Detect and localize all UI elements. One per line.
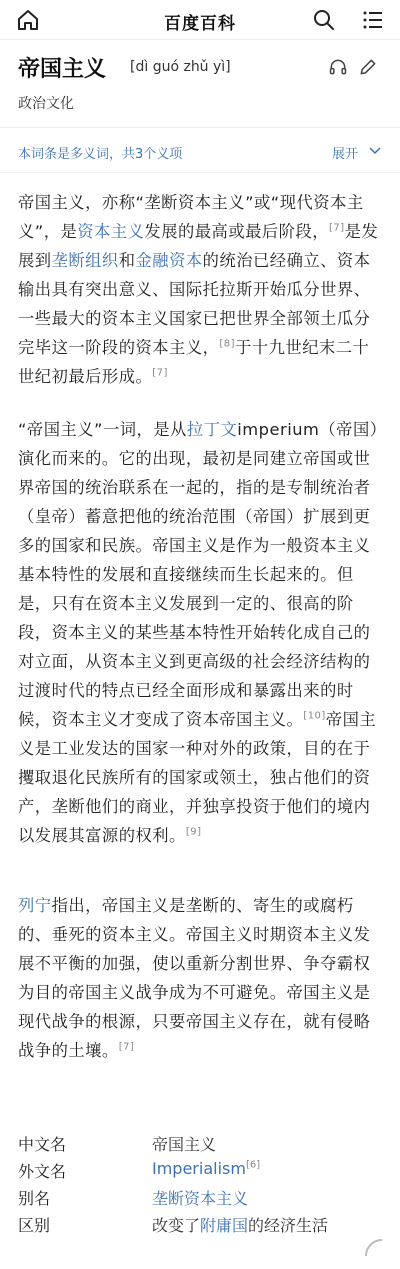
infobox-key: 区别 bbox=[18, 1216, 51, 1235]
inline-link[interactable]: Imperialism bbox=[152, 1159, 246, 1178]
headphones-icon[interactable] bbox=[328, 57, 348, 77]
reference-marker[interactable]: [6] bbox=[245, 1159, 261, 1171]
inline-link[interactable]: 资本主义 bbox=[77, 222, 145, 241]
search-icon[interactable] bbox=[312, 8, 336, 32]
inline-link[interactable]: 垄断资本主义 bbox=[152, 1189, 249, 1208]
infobox-row bbox=[18, 1159, 382, 1186]
text-run: “帝国主义”一词，是从 bbox=[18, 420, 187, 439]
text-run: 帝国主义，亦称“垄断资本主义”或“现代资本主义”，是 bbox=[18, 193, 364, 241]
text-run: 是发展到 bbox=[18, 222, 379, 270]
reference-marker[interactable]: [7] bbox=[118, 1041, 135, 1053]
page-title: 帝国主义 bbox=[18, 57, 107, 82]
reference-marker[interactable]: [10] bbox=[303, 710, 326, 722]
infobox-key: 外文名 bbox=[18, 1162, 67, 1181]
text-run: 于十九世纪末二十世纪初最后形成。 bbox=[18, 338, 370, 386]
infobox-value bbox=[152, 1132, 216, 1155]
infobox-value bbox=[152, 1213, 328, 1236]
expand-button[interactable]: 展开 bbox=[332, 147, 359, 162]
site-brand[interactable]: 百度百科 bbox=[164, 14, 236, 34]
text-run: imperium（帝国）演化而来的。它的出现，最初是同建立帝国或世界帝国的统治联系在一起的，指的是专制统治者（皇帝）蓄意把他的统治范围（帝国）扩展到更多的国家和民族。帝国主义是作为一般资本主义基本特性的发展和直接继续而生长起来的。但是，只有在资本主义发展到一定的、很高的阶段，资本主义的某些基本特性开始转化成自己的对立面，从资本主义到更高级的社会经济结构的过渡时代的特点已经全面形成和暴露出来的时候，资本主义才变成了资本帝国主义。 bbox=[18, 420, 379, 729]
pinyin-label: [dì guó zhǔ yì] bbox=[130, 59, 231, 75]
infobox-key: 别名 bbox=[18, 1189, 51, 1208]
text-run: 发展的最高或最后阶段， bbox=[144, 222, 330, 241]
reference-marker[interactable]: [7] bbox=[329, 222, 345, 234]
infobox bbox=[18, 1132, 382, 1240]
infobox-row bbox=[18, 1186, 382, 1213]
text-run: 改变了 bbox=[152, 1216, 201, 1235]
inline-link[interactable]: 列宁 bbox=[18, 896, 52, 915]
infobox-key: 中文名 bbox=[18, 1135, 67, 1154]
top-navigation-bar bbox=[0, 0, 400, 40]
text-run: 指出，帝国主义是垄断的、寄生的或腐朽的、垂死的资本主义。帝国主义时期资本主义发展不平衡的加强，使以重新分割世界、争夺霸权为目的帝国主义战争成为不可避免。帝国主义是现代战争的根源，只要帝国主义存在，就有侵略战争的土壤。 bbox=[18, 896, 371, 1060]
infobox-value bbox=[152, 1186, 248, 1209]
polysemy-text[interactable]: 本词条是多义词，共3个义项 bbox=[18, 147, 183, 162]
entry-subtitle: 政治文化 bbox=[18, 96, 74, 112]
chevron-down-icon[interactable] bbox=[368, 143, 382, 157]
edit-pencil-icon[interactable] bbox=[358, 57, 378, 77]
text-run: 帝国主义 bbox=[152, 1135, 217, 1154]
polysemy-bar[interactable] bbox=[0, 127, 400, 173]
menu-icon[interactable] bbox=[361, 8, 385, 32]
text-run: 和 bbox=[118, 251, 136, 270]
reference-marker[interactable]: [8] bbox=[219, 338, 236, 350]
infobox-value bbox=[152, 1159, 260, 1178]
reference-marker[interactable]: [7] bbox=[152, 367, 168, 379]
infobox-row bbox=[18, 1213, 382, 1240]
inline-link[interactable]: 垄断组织 bbox=[51, 251, 119, 270]
text-run: 的统治已经确立、资本输出具有突出意义、国际托拉斯开始瓜分世界、一些最大的资本主义国家已把世界全部领土瓜分完毕这一阶段的资本主义， bbox=[18, 251, 371, 357]
paragraph-3 bbox=[18, 891, 382, 1065]
paragraph-2 bbox=[18, 415, 382, 850]
inline-link[interactable]: 拉丁文 bbox=[186, 420, 238, 439]
back-to-top-icon[interactable] bbox=[362, 1236, 386, 1260]
paragraph-1 bbox=[18, 188, 382, 391]
text-run: 帝国主义是工业发达的国家一种对外的政策，目的在于攫取退化民族所有的国家或领土，独占他们的资产，垄断他们的商业，并独享投资于他们的境内以发展其富源的权利。 bbox=[18, 710, 377, 845]
inline-link[interactable]: 金融资本 bbox=[135, 251, 203, 270]
inline-link[interactable]: 附庸国 bbox=[200, 1216, 249, 1235]
entry-title-row bbox=[18, 52, 382, 84]
text-run: 的经济生活 bbox=[248, 1216, 329, 1235]
reference-marker[interactable]: [9] bbox=[185, 826, 202, 838]
infobox-row bbox=[18, 1132, 382, 1159]
